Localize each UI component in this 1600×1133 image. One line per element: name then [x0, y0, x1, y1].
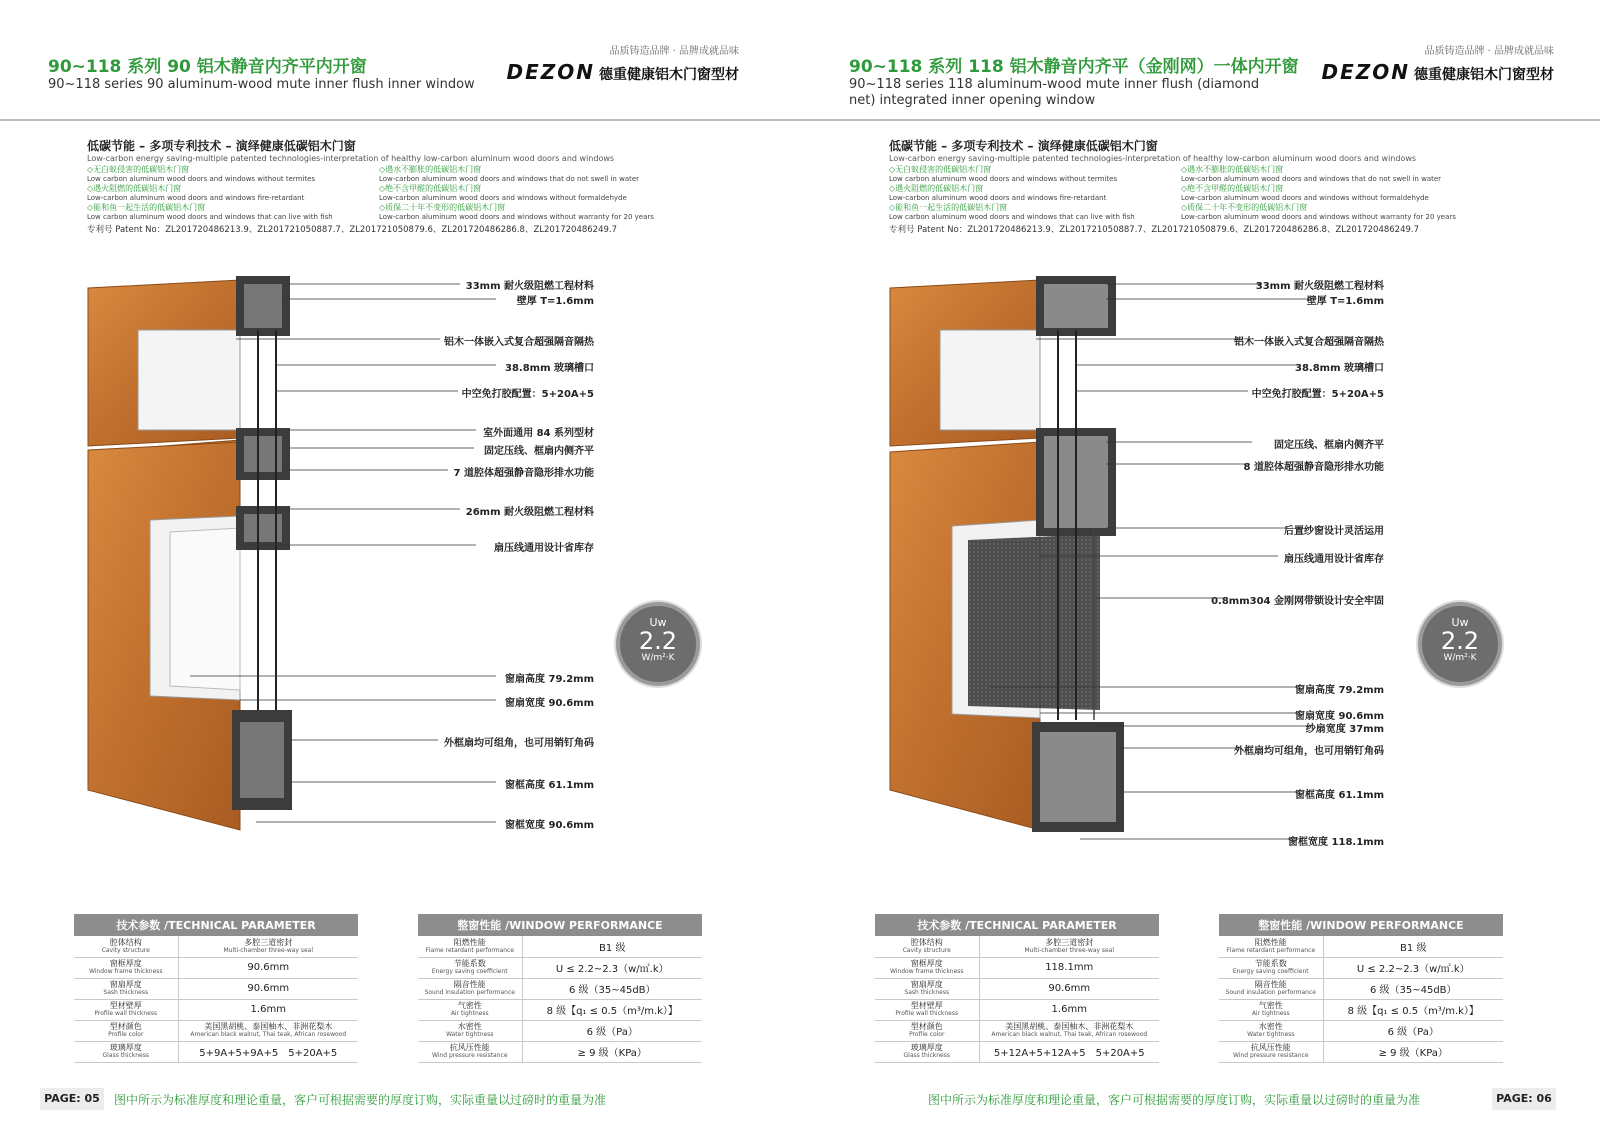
feature-item: ◇遇水不膨胀的低碳铝木门窗 Low-carbon aluminum wood doors and windows that do not swell in water — [1181, 165, 1442, 183]
catalog-page-right — [800, 0, 1600, 1133]
table-row: 腔体结构 Cavity structure 多腔三道密封 Multi-chamber three-way seal — [74, 936, 358, 957]
table-row: 型材壁厚 Profile wall thickness 1.6mm — [74, 999, 358, 1020]
window-performance-table — [418, 914, 702, 1063]
callout-label: 铝木一体嵌入式复合超强隔音隔热 — [1234, 337, 1384, 348]
footer-note: 图中所示为标准厚度和理论重量，客户可根据需要的厚度订购，实际重量以过磅时的重量为准 — [114, 1093, 607, 1107]
uw-value-badge: Uw 2.2 W/m²·K — [616, 602, 700, 686]
feature-item: ◇绝不含甲醛的低碳铝木门窗 Low-carbon aluminum wood doors and windows without formaldehyde — [379, 184, 627, 202]
callout-label: 铝木一体嵌入式复合超强隔音隔热 — [444, 337, 594, 348]
table-row: 节能系数 Energy saving coefficient U ≤ 2.2~2.3（w/㎡.k） — [1219, 957, 1503, 978]
table-row: 腔体结构 Cavity structure 多腔三道密封 Multi-chamber three-way seal — [875, 936, 1159, 957]
header-divider — [800, 119, 1600, 121]
callout-label: 窗框高度 61.1mm — [505, 780, 594, 791]
technical-parameter-table — [875, 914, 1159, 1063]
table-header: 整窗性能 /WINDOW PERFORMANCE — [1219, 914, 1503, 936]
callout-label: 26mm 耐火级阻燃工程材料 — [465, 507, 594, 518]
table-row: 气密性 Air tightness 8 级【q₁ ≤ 0.5（m³/m.k）】 — [418, 999, 702, 1020]
brand-lockup — [1321, 60, 1554, 84]
table-header: 整窗性能 /WINDOW PERFORMANCE — [418, 914, 702, 936]
technical-parameter-table — [74, 914, 358, 1063]
table-row: 型材壁厚 Profile wall thickness 1.6mm — [875, 999, 1159, 1020]
callout-label: 窗框宽度 118.1mm — [1288, 837, 1384, 848]
table-row: 水密性 Water tightness 6 级（Pa） — [418, 1020, 702, 1041]
table-row: 阻燃性能 Flame retardant performance B1 级 — [1219, 936, 1503, 957]
callout-label: 窗扇宽度 90.6mm — [505, 698, 594, 709]
callout-label: 窗框宽度 90.6mm — [505, 820, 594, 831]
table-header: 技术参数 /TECHNICAL PARAMETER — [74, 914, 358, 936]
callout-label: 窗扇高度 79.2mm — [1295, 685, 1384, 696]
table-header: 技术参数 /TECHNICAL PARAMETER — [875, 914, 1159, 936]
table-row: 窗扇厚度 Sash thickness 90.6mm — [875, 978, 1159, 999]
window-profile-figure — [800, 270, 1600, 850]
feature-item: ◇绝不含甲醛的低碳铝木门窗 Low-carbon aluminum wood doors and windows without formaldehyde — [1181, 184, 1429, 202]
page-number: PAGE: 06 — [1492, 1088, 1556, 1110]
patent-numbers: 专利号 Patent No：ZL201720486213.9、ZL201721050887.7、ZL201721050879.6、ZL201720486286.8、ZL201720486249.7 — [889, 225, 1420, 235]
feature-item: ◇遇火阻燃的低碳铝木门窗 Low-carbon aluminum wood doors and windows fire-retardant — [87, 184, 305, 202]
brand-name: 德重健康铝木门窗型材 — [1414, 67, 1554, 83]
callout-label: 扇压线通用设计省库存 — [494, 543, 594, 554]
page-title-en: 90~118 series 90 aluminum-wood mute inner flush inner window — [48, 77, 475, 92]
table-row: 型材颜色 Profile color 美国黑胡桃、泰国柚木、非洲花梨木 American black walnut, Thai teak, African rosewood — [875, 1020, 1159, 1041]
dezon-logo: DEZON — [506, 60, 595, 84]
feature-item: ◇质保二十年不变形的低碳铝木门窗 Low-carbon aluminum wood doors and windows without warranty for 20 years — [379, 203, 654, 221]
dezon-logo: DEZON — [1321, 60, 1410, 84]
callout-label: 壁厚 T=1.6mm — [516, 296, 594, 307]
table-row: 隔音性能 Sound insulation performance 6 级（35~45dB） — [418, 978, 702, 999]
callout-label: 38.8mm 玻璃槽口 — [505, 363, 594, 374]
table-row: 玻璃厚度 Glass thickness 5+9A+5+9A+5 5+20A+5 — [74, 1041, 358, 1062]
feature-item: ◇无白蚁侵害的低碳铝木门窗 Low carbon aluminum wood doors and windows without termites — [87, 165, 316, 183]
callout-label: 壁厚 T=1.6mm — [1306, 296, 1384, 307]
page-title-zh: 90~118 系列 118 铝木静音内齐平（金刚网）一体内开窗 — [849, 57, 1299, 77]
callout-label: 8 道腔体超强静音隐形排水功能 — [1243, 462, 1384, 473]
feature-item: ◇遇水不膨胀的低碳铝木门窗 Low-carbon aluminum wood doors and windows that do not swell in water — [379, 165, 640, 183]
intro-block — [889, 139, 1509, 236]
callout-label: 7 道腔体超强静音隐形排水功能 — [453, 468, 594, 479]
callout-label: 窗扇宽度 90.6mm — [1295, 711, 1384, 722]
callout-label: 中空免打胶配置：5+20A+5 — [461, 389, 594, 400]
intro-subtitle: Low-carbon energy saving-multiple patented technologies-interpretation of healthy low-carbon aluminum wood doors and windows — [889, 154, 1417, 163]
callout-label: 固定压线、框扇内侧齐平 — [1274, 440, 1384, 451]
feature-item: ◇质保二十年不变形的低碳铝木门窗 Low-carbon aluminum wood doors and windows without warranty for 20 years — [1181, 203, 1456, 221]
callout-label: 窗扇高度 79.2mm — [505, 674, 594, 685]
intro-block — [87, 139, 707, 236]
feature-item: ◇能和鱼一起生活的低碳铝木门窗 Low carbon aluminum wood doors and windows that can live with fish — [87, 203, 333, 221]
intro-title: 低碳节能 – 多项专利技术 – 演绎健康低碳铝木门窗 — [889, 139, 1158, 153]
window-performance-table — [1219, 914, 1503, 1063]
table-row: 抗风压性能 Wind pressure resistance ≥ 9 级（KPa） — [418, 1041, 702, 1062]
window-profile-figure — [0, 270, 800, 850]
table-row: 窗框厚度 Window frame thickness 118.1mm — [875, 957, 1159, 978]
callout-label: 外框扇均可组角，也可用销钉角码 — [1234, 746, 1384, 757]
callout-label: 38.8mm 玻璃槽口 — [1295, 363, 1384, 374]
callout-label: 0.8mm304 金刚网带锁设计安全牢固 — [1211, 596, 1384, 607]
patent-numbers: 专利号 Patent No：ZL201720486213.9、ZL201721050887.7、ZL201721050879.6、ZL201720486286.8、ZL201720486249.7 — [87, 225, 618, 235]
window-profile-drawing — [800, 270, 1600, 850]
callout-label: 中空免打胶配置：5+20A+5 — [1251, 389, 1384, 400]
feature-item: ◇无白蚁侵害的低碳铝木门窗 Low carbon aluminum wood doors and windows without termites — [889, 165, 1118, 183]
table-row: 抗风压性能 Wind pressure resistance ≥ 9 级（KPa） — [1219, 1041, 1503, 1062]
callout-label: 外框扇均可组角，也可用销钉角码 — [444, 738, 594, 749]
table-row: 隔音性能 Sound insulation performance 6 级（35~45dB） — [1219, 978, 1503, 999]
feature-item: ◇遇火阻燃的低碳铝木门窗 Low-carbon aluminum wood doors and windows fire-retardant — [889, 184, 1107, 202]
feature-list — [87, 165, 707, 222]
page-number: PAGE: 05 — [40, 1088, 104, 1110]
feature-list — [889, 165, 1509, 222]
callout-label: 窗框高度 61.1mm — [1295, 790, 1384, 801]
intro-title: 低碳节能 – 多项专利技术 – 演绎健康低碳铝木门窗 — [87, 139, 356, 153]
uw-value-badge: Uw 2.2 W/m²·K — [1418, 602, 1502, 686]
callout-label: 33mm 耐火级阻燃工程材料 — [465, 281, 594, 292]
callout-label: 33mm 耐火级阻燃工程材料 — [1255, 281, 1384, 292]
table-row: 型材颜色 Profile color 美国黑胡桃、泰国柚木、非洲花梨木 American black walnut, Thai teak, African rosewood — [74, 1020, 358, 1041]
callout-label: 固定压线、框扇内侧齐平 — [484, 446, 594, 457]
brand-slogan: 品质铸造品牌 · 品牌成就品味 — [1424, 46, 1554, 57]
callout-label: 后置纱窗设计灵活运用 — [1284, 526, 1384, 537]
brand-name: 德重健康铝木门窗型材 — [599, 67, 739, 83]
table-row: 气密性 Air tightness 8 级【q₁ ≤ 0.5（m³/m.k）】 — [1219, 999, 1503, 1020]
intro-subtitle: Low-carbon energy saving-multiple patented technologies-interpretation of healthy low-carbon aluminum wood doors and windows — [87, 154, 615, 163]
brand-lockup — [506, 60, 739, 84]
header-divider — [0, 119, 800, 121]
table-row: 玻璃厚度 Glass thickness 5+12A+5+12A+5 5+20A+5 — [875, 1041, 1159, 1062]
feature-item: ◇能和鱼一起生活的低碳铝木门窗 Low carbon aluminum wood doors and windows that can live with fish — [889, 203, 1135, 221]
table-row: 阻燃性能 Flame retardant performance B1 级 — [418, 936, 702, 957]
table-row: 节能系数 Energy saving coefficient U ≤ 2.2~2.3（w/㎡.k） — [418, 957, 702, 978]
footer-note: 图中所示为标准厚度和理论重量，客户可根据需要的厚度订购，实际重量以过磅时的重量为准 — [928, 1093, 1421, 1107]
page-title-en: 90~118 series 118 aluminum-wood mute inner flush (diamond net) integrated inner opening window — [849, 77, 1260, 108]
table-row: 水密性 Water tightness 6 级（Pa） — [1219, 1020, 1503, 1041]
callout-label: 纱扇宽度 37mm — [1305, 724, 1384, 735]
page-title-zh: 90~118 系列 90 铝木静音内齐平内开窗 — [48, 57, 367, 77]
table-row: 窗扇厚度 Sash thickness 90.6mm — [74, 978, 358, 999]
callout-label: 室外面通用 84 系列型材 — [483, 428, 594, 439]
callout-label: 扇压线通用设计省库存 — [1284, 554, 1384, 565]
brand-slogan: 品质铸造品牌 · 品牌成就品味 — [609, 46, 739, 57]
window-profile-drawing — [0, 270, 800, 850]
table-row: 窗框厚度 Window frame thickness 90.6mm — [74, 957, 358, 978]
